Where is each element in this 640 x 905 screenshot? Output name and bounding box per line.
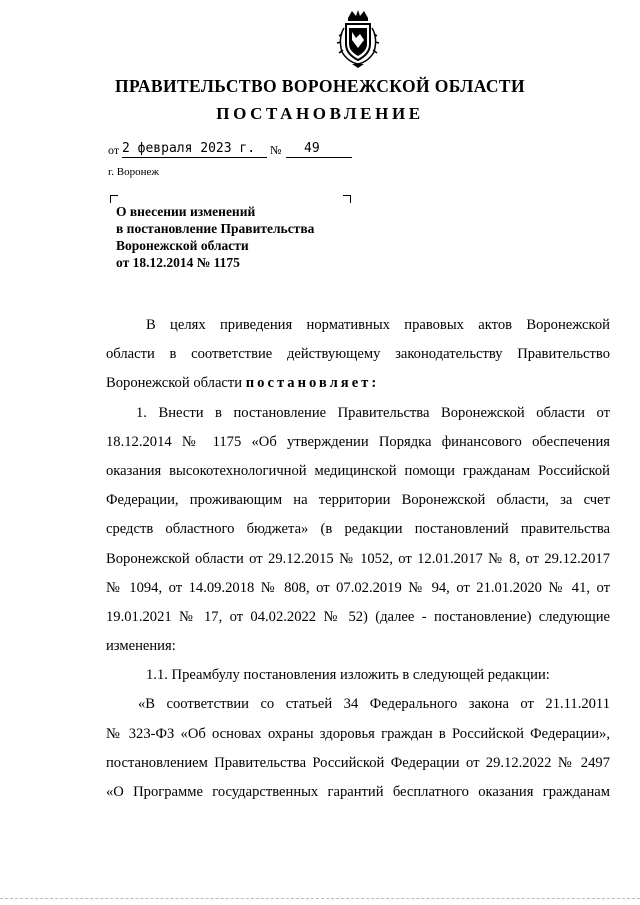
subject-line: О внесении изменений [116, 204, 256, 219]
subject-line: Воронежской области [116, 238, 249, 253]
date-underline [122, 157, 267, 158]
body-line: 18.12.2014 № 1175 «Об утверждении Порядка финансового обеспечения [106, 433, 610, 450]
body-line: «О Программе государственных гарантий бесплатного оказания гражданам [106, 784, 610, 800]
document-body [106, 311, 610, 807]
body-line: 19.01.2021 № 17, от 04.02.2022 № 52) (далее - постановление) следующие [106, 608, 610, 625]
document-number: 49 [304, 141, 320, 156]
document-type-title: ПОСТАНОВЛЕНИЕ [216, 104, 424, 123]
body-line: оказания высокотехнологичной медицинской помощи гражданам Российской [106, 462, 610, 479]
voronezh-coat-of-arms-icon [334, 8, 382, 70]
body-line: изменения: [106, 638, 176, 655]
body-line [106, 369, 610, 398]
body-line: средств областного бюджета» (в редакции постановлений правительства [106, 521, 610, 538]
body-line: 1. Внести в постановление Правительства Воронежской области от [136, 404, 610, 421]
body-line: области в соответствие действующему законодательству Правительство [106, 346, 610, 363]
document-subject [116, 203, 376, 271]
body-line: 1.1. Преамбулу постановления изложить в следующей редакции: [146, 667, 550, 684]
document-date: 2 февраля 2023 г. [122, 141, 256, 156]
body-line: В целях приведения нормативных правовых актов Воронежской [146, 317, 610, 333]
number-prefix: № [270, 143, 282, 157]
city-label: г. Воронеж [108, 166, 159, 178]
body-line: Воронежской области от 29.12.2015 № 1052, от 12.01.2017 № 8, от 29.12.2017 [106, 550, 610, 567]
body-line: Федерации, проживающим на территории Воронежской области, за счет [106, 492, 610, 509]
number-underline [286, 157, 352, 158]
body-line: № 1094, от 14.09.2018 № 808, от 07.02.2019 № 94, от 21.01.2020 № 41, от [106, 579, 610, 596]
subject-line: от 18.12.2014 № 1175 [116, 255, 240, 270]
page-bottom-rule [0, 898, 640, 899]
subject-corner-right [343, 195, 351, 203]
government-title: ПРАВИТЕЛЬСТВО ВОРОНЕЖСКОЙ ОБЛАСТИ [114, 76, 526, 96]
body-line: постановлением Правительства Российской Федерации от 29.12.2022 № 2497 [106, 754, 610, 771]
decree-keyword: постановляет: [245, 375, 380, 392]
date-prefix: от [108, 143, 120, 157]
body-line: «В соответствии со статьей 34 Федерального закона от 21.11.2011 [138, 696, 610, 713]
body-text-fragment: Воронежской области [106, 375, 243, 392]
body-line: № 323-ФЗ «Об основах охраны здоровья граждан в Российской Федерации», [106, 725, 610, 742]
subject-corner-left [110, 195, 118, 203]
subject-line: в постановление Правительства [116, 221, 315, 236]
date-number-line [108, 140, 368, 160]
